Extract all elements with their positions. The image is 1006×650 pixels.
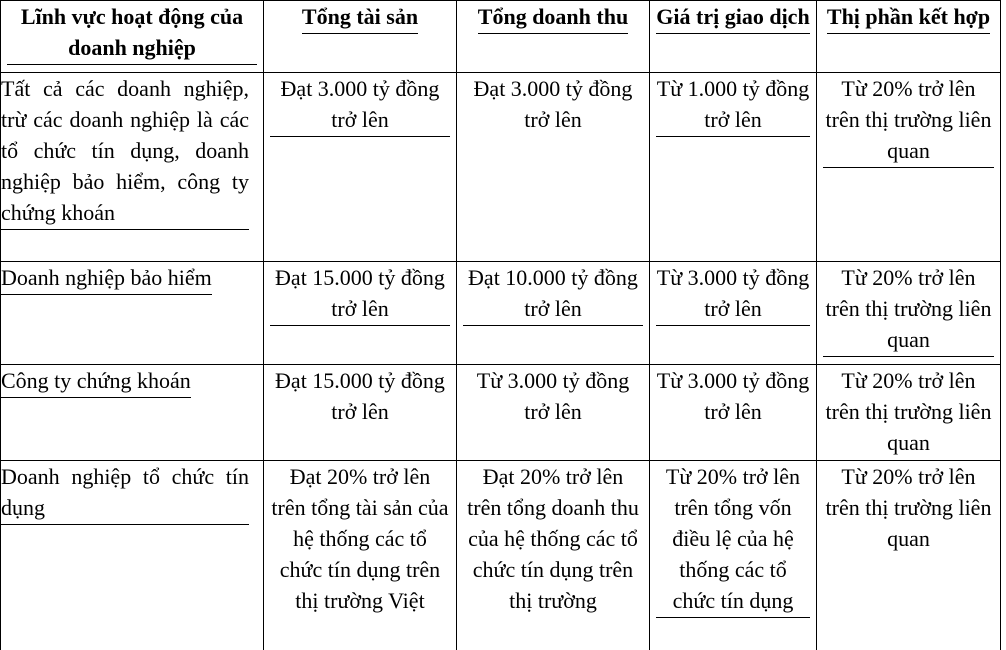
table-header-row [1, 1, 1001, 73]
cell-transaction-value: Từ 3.000 tỷ đồng trở lên [650, 262, 817, 365]
table-row [1, 461, 1001, 650]
table-row [1, 73, 1001, 262]
cell-total-assets: Đạt 15.000 tỷ đồng trở lên [264, 365, 457, 461]
cell-total-revenue: Từ 3.000 tỷ đồng trở lên [457, 365, 650, 461]
header-transaction-value: Giá trị giao dịch [650, 1, 817, 73]
cell-combined-market-share: Từ 20% trở lên trên thị trường liên quan [817, 73, 1001, 262]
cell-combined-market-share: Từ 20% trở lên trên thị trường liên quan [817, 365, 1001, 461]
cell-transaction-value: Từ 1.000 tỷ đồng trở lên [650, 73, 817, 262]
table-row [1, 262, 1001, 365]
cell-total-revenue: Đạt 20% trở lên trên tổng doanh thu của hệ thống các tổ chức tín dụng trên thị trường [457, 461, 650, 650]
cell-transaction-value: Từ 20% trở lên trên tổng vốn điều lệ của hệ thống các tổ chức tín dụng [650, 461, 817, 650]
cell-sector: Công ty chứng khoán [1, 365, 264, 461]
cell-total-revenue: Đạt 10.000 tỷ đồng trở lên [457, 262, 650, 365]
cell-total-revenue: Đạt 3.000 tỷ đồng trở lên [457, 73, 650, 262]
cell-combined-market-share: Từ 20% trở lên trên thị trường liên quan [817, 461, 1001, 650]
cell-sector: Tất cả các doanh nghiệp, trừ các doanh nghiệp là các tổ chức tín dụng, doanh nghiệp bảo hiểm, công ty chứng khoán [1, 73, 264, 262]
cell-sector: Doanh nghiệp bảo hiểm [1, 262, 264, 365]
cell-transaction-value: Từ 3.000 tỷ đồng trở lên [650, 365, 817, 461]
header-total-assets: Tổng tài sản [264, 1, 457, 73]
header-combined-market-share: Thị phần kết hợp [817, 1, 1001, 73]
cell-total-assets: Đạt 20% trở lên trên tổng tài sản của hệ thống các tổ chức tín dụng trên thị trường Việt [264, 461, 457, 650]
header-total-revenue: Tổng doanh thu [457, 1, 650, 73]
cell-sector: Doanh nghiệp tổ chức tín dụng [1, 461, 264, 650]
header-sector: Lĩnh vực hoạt động của doanh nghiệp [1, 1, 264, 73]
cell-combined-market-share: Từ 20% trở lên trên thị trường liên quan [817, 262, 1001, 365]
cell-total-assets: Đạt 3.000 tỷ đồng trở lên [264, 73, 457, 262]
table-row [1, 365, 1001, 461]
cell-total-assets: Đạt 15.000 tỷ đồng trở lên [264, 262, 457, 365]
